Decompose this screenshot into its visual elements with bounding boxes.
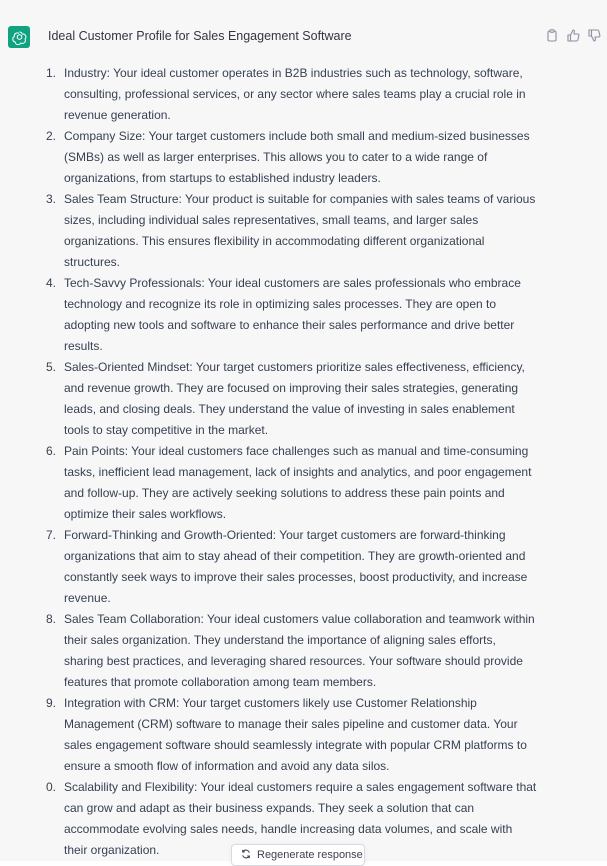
list-item-number: 7. — [45, 528, 56, 542]
list-item — [28, 525, 538, 609]
list-item-number: 3. — [45, 192, 56, 206]
list-item-number: 5. — [45, 360, 56, 374]
list-item-text: Sales-Oriented Mindset: Your target customers prioritize sales effectiveness, efficiency, and revenue growth. They are focused on improving their sales strategies, generating leads, and closing deals. They understand the value of investing in sales enablement tools to stay competitive in the market. — [64, 360, 525, 437]
list-item-number: 8. — [45, 612, 56, 626]
message-actions — [545, 28, 601, 42]
profile-list — [28, 63, 538, 861]
refresh-icon — [241, 849, 251, 862]
thumbs-up-icon[interactable] — [566, 28, 580, 42]
list-item — [28, 126, 538, 189]
list-item-text: Sales Team Structure: Your product is suitable for companies with sales teams of various sizes, including individual sales representatives, small teams, and larger sales organizations. This ensures flexibility in accommodating different organizational structures. — [64, 192, 536, 269]
list-item — [28, 63, 538, 126]
list-item-text: Sales Team Collaboration: Your ideal customers value collaboration and teamwork within their sales organization. They understand the importance of aligning sales efforts, sharing best practices, and leveraging shared resources. Your software should provide features that promote collaboration among team members. — [64, 612, 535, 689]
list-item-text: Pain Points: Your ideal customers face challenges such as manual and time-consuming tasks, inefficient lead management, lack of insights and analytics, and poor engagement and follow-up. They are actively seeking solutions to address these pain points and optimize their sales workflows. — [64, 444, 532, 521]
assistant-message — [0, 4, 607, 861]
list-item-text: Tech-Savvy Professionals: Your ideal customers are sales professionals who embrace technology and recognize its role in optimizing sales processes. They are open to adopting new tools and software to enhance their sales performance and drive better results. — [64, 276, 521, 353]
list-item — [28, 273, 538, 357]
regenerate-button[interactable] — [231, 844, 365, 866]
list-item-text: Integration with CRM: Your target customers likely use Customer Relationship Management (CRM) software to manage their sales pipeline and customer data. Your sales engagement software should seamlessly integrate with popular CRM platforms to ensure a smooth flow of information and avoid any data silos. — [64, 696, 527, 773]
list-item — [28, 441, 538, 525]
list-item-number: 4. — [45, 276, 56, 290]
list-item-text: Industry: Your ideal customer operates in B2B industries such as technology, software, consulting, professional services, or any sector where sales teams play a crucial role in revenue generation. — [64, 66, 526, 122]
list-item-text: Scalability and Flexibility: Your ideal customers require a sales engagement software that can grow and adapt as their business expands. They seek a solution that can accommodate evolving sales needs, handle increasing data volumes, and scale with their organization. — [64, 780, 537, 857]
list-item-text: Forward-Thinking and Growth-Oriented: Your target customers are forward-thinking organizations that aim to stay ahead of their competition. They are growth-oriented and constantly seek ways to improve their sales processes, boost productivity, and increase revenue. — [64, 528, 528, 605]
list-item-number: 9. — [45, 696, 56, 710]
clipboard-icon[interactable] — [545, 28, 559, 42]
list-item — [28, 609, 538, 693]
list-item — [28, 693, 538, 777]
list-item-number: 1. — [45, 66, 56, 80]
openai-logo-icon — [8, 26, 30, 48]
list-item-number: 0. — [45, 780, 56, 794]
list-item — [28, 357, 538, 441]
list-item-number: 6. — [45, 444, 56, 458]
thumbs-down-icon[interactable] — [587, 28, 601, 42]
conversation-title: Ideal Customer Profile for Sales Engagement Software — [48, 29, 352, 43]
regenerate-label: Regenerate response — [257, 849, 363, 861]
list-item-text: Company Size: Your target customers include both small and medium-sized businesses (SMBs) as well as larger enterprises. This allows you to cater to a wide range of organizations, from startups to established industry leaders. — [64, 129, 530, 185]
list-item-number: 2. — [45, 129, 56, 143]
list-item — [28, 189, 538, 273]
